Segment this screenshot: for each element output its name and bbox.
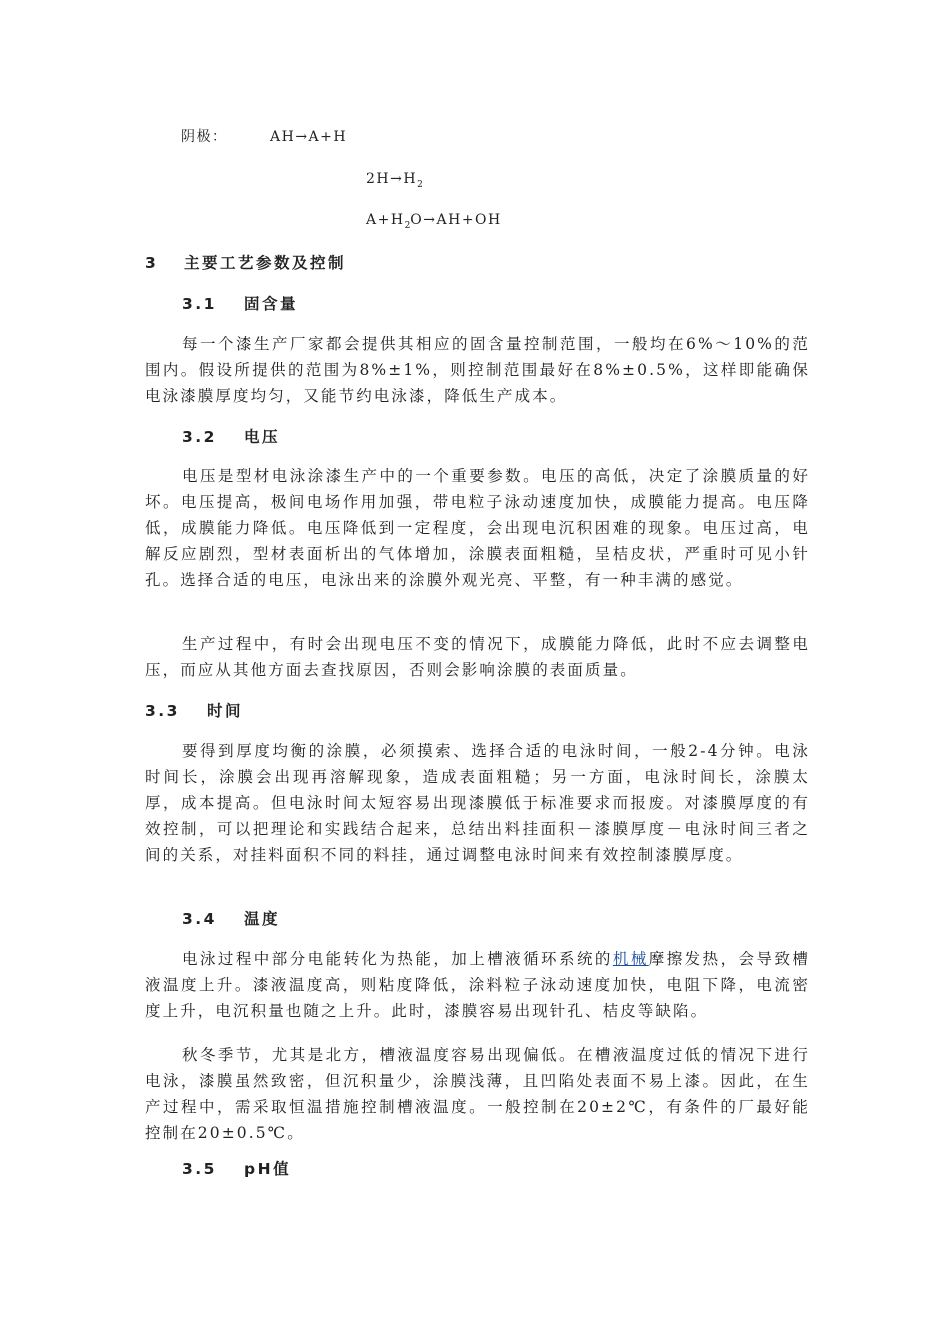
section-3-2-number: 3.2	[182, 428, 217, 446]
section-3-4-paragraph-1	[145, 946, 810, 1024]
section-3-3-paragraph: 要得到厚度均衡的涂膜，必须摸索、选择合适的电泳时间，一般2-4分钟。电泳时间长，涂膜会出现再溶解现象，造成表面粗糙；另一方面，电泳时间长，涂膜太厚，成本提高。但电泳时间太短容易出现漆膜低于标准要求而报废。对漆膜厚度的有效控制，可以把理论和实践结合起来，总结出料挂面积－漆膜厚度－电泳时间三者之间的关系，对挂料面积不同的料挂，通过调整电泳时间来有效控制漆膜厚度。	[145, 742, 810, 864]
machinery-link[interactable]: 机械	[612, 950, 649, 968]
section-3-5-title: pH值	[244, 1160, 292, 1178]
section-3-1-paragraph: 每一个漆生产厂家都会提供其相应的固含量控制范围，一般均在6%～10%的范围内。假设所提供的范围为8%±1%，则控制范围最好在8%±0.5%，这样即能确保电泳漆膜厚度均匀，又能节约电泳漆，降低生产成本。	[145, 335, 810, 405]
section-3-4-paragraph-1-text-a: 电泳过程中部分电能转化为热能，加上槽液循环系统的	[182, 950, 613, 968]
section-3-1-title: 固含量	[244, 295, 299, 313]
section-3-4-number: 3.4	[182, 910, 217, 928]
section-3-4-paragraph-1-text-b: 摩擦发热，会导致槽液温度上升。漆液温度高，则粘度降低，涂料粒子泳动速度加快，电阻下降，电流密度上升，电沉积量也随之上升。此时，漆膜容易出现针孔、桔皮等缺陷。	[145, 950, 811, 1020]
section-3-title: 主要工艺参数及控制	[184, 254, 347, 272]
section-3-3-title: 时间	[207, 702, 244, 720]
section-3-2-paragraph-2: 生产过程中，有时会出现电压不变的情况下，成膜能力降低，此时不应去调整电压，而应从其他方面去查找原因，否则会影响涂膜的表面质量。	[145, 635, 810, 679]
equation-3-subscript: 2	[404, 220, 411, 231]
section-3-2-paragraph-1: 电压是型材电泳涂漆生产中的一个重要参数。电压的高低，决定了涂膜质量的好坏。电压提高，极间电场作用加强，带电粒子泳动速度加快，成膜能力提高。电压降低，成膜能力降低。电压降低到一定程度，会出现电沉积困难的现象。电压过高，电解反应剧烈，型材表面析出的气体增加，涂膜表面粗糙，呈桔皮状，严重时可见小针孔。选择合适的电压，电泳出来的涂膜外观光亮、平整，有一种丰满的感觉。	[145, 467, 810, 589]
section-3-3-number: 3.3	[145, 702, 180, 720]
cathode-label: 阴极：	[181, 129, 228, 145]
section-3-5-number: 3.5	[182, 1160, 217, 1178]
equation-2	[366, 169, 423, 195]
section-3-4-title: 温度	[244, 910, 281, 928]
equation-2-subscript: 2	[417, 179, 423, 190]
equation-1: AH→A+H	[270, 129, 348, 145]
section-3-2-title: 电压	[244, 428, 281, 446]
equation-3-text-a: A+H	[366, 212, 405, 228]
equation-2-text: 2H→H	[366, 171, 418, 187]
equation-3-text-b: O→AH+OH	[410, 212, 502, 228]
equation-3	[366, 210, 502, 236]
section-3-1-number: 3.1	[182, 295, 217, 313]
section-3-4-paragraph-2: 秋冬季节，尤其是北方，槽液温度容易出现偏低。在槽液温度过低的情况下进行电泳，漆膜虽然致密，但沉积量少，涂膜浅薄，且凹陷处表面不易上漆。因此，在生产过程中，需采取恒温措施控制槽液温度。一般控制在20±2℃，有条件的厂最好能控制在20±0.5℃。	[145, 1046, 810, 1142]
section-3-number: 3	[145, 254, 159, 272]
